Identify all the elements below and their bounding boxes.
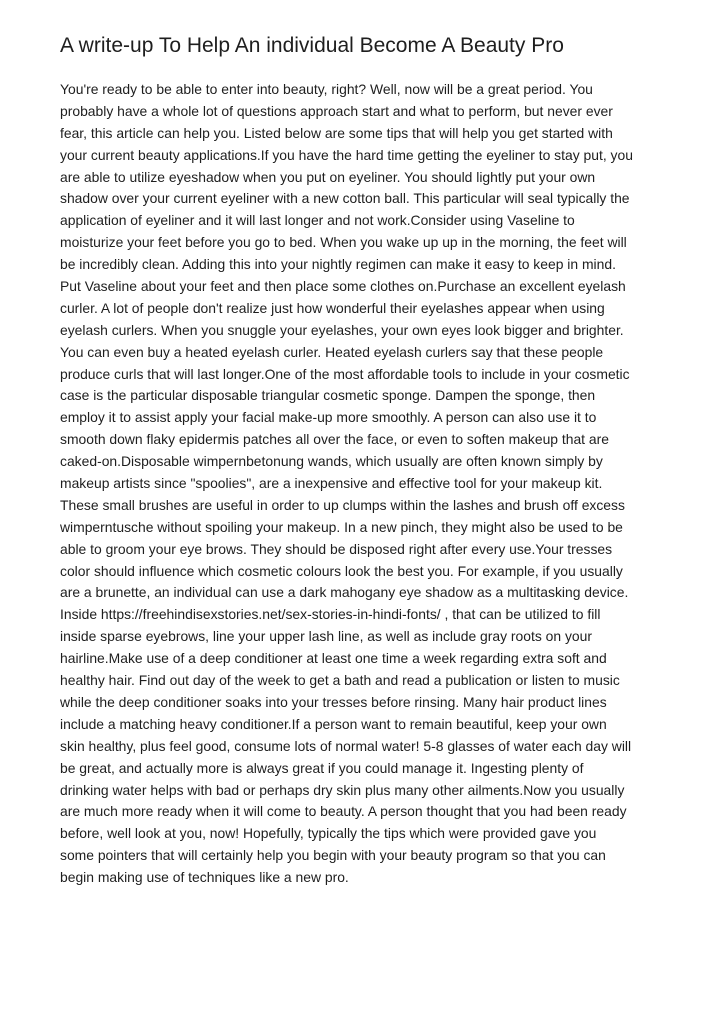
body-text-line: Put Vaseline about your feet and then place some clothes on.Purchase an excellent eyelash <box>60 278 626 295</box>
body-text-line: These small brushes are useful in order to up clumps within the lashes and brush off excess <box>60 496 625 513</box>
body-text-line: before, well look at you, now! Hopefully, typically the tips which were provided gave you <box>60 825 597 842</box>
body-text-line: fear, this article can help you. Listed below are some tips that will help you get started with <box>60 124 613 141</box>
body-text-line: makeup artists since "spoolies", are a inexpensive and effective tool for your makeup kit. <box>60 475 603 492</box>
body-text-line: moisturize your feet before you go to bed. When you wake up up in the morning, the feet will <box>60 234 627 251</box>
body-text-line: case is the particular disposable triangular cosmetic sponge. Dampen the sponge, then <box>60 387 596 404</box>
body-text-line: caked-on.Disposable wimpernbetonung wands, which usually are often known simply by <box>60 453 603 470</box>
body-text-line: some pointers that will certainly help you begin with your beauty program so that you can <box>60 847 606 864</box>
body-text-line: smooth down flaky epidermis patches all over the face, or even to soften makeup that are <box>60 431 609 448</box>
body-text-line: wimperntusche without spoiling your makeup. In a new pinch, they might also be used to be <box>60 518 623 535</box>
body-text-line: be great, and actually more is always great if you could manage it. Ingesting plenty of <box>60 759 584 776</box>
document-body <box>60 79 670 889</box>
body-text-line: your current beauty applications.If you have the hard time getting the eyeliner to stay put, you <box>60 146 633 163</box>
body-text-line: are a brunette, an individual can use a dark mahogany eye shadow as a multitasking device. <box>60 584 629 601</box>
body-text-line: You can even buy a heated eyelash curler. Heated eyelash curlers say that these people <box>60 343 604 360</box>
body-text-line: curler. A lot of people don't realize just how wonderful their eyelashes appear when using <box>60 299 605 316</box>
body-text-line: hairline.Make use of a deep conditioner at least one time a week regarding extra soft and <box>60 650 607 667</box>
document-title: A write-up To Help An individual Become A Beauty Pro <box>60 34 564 57</box>
body-text-line: be incredibly clean. Adding this into your nightly regimen can make it easy to keep in mind. <box>60 256 616 273</box>
body-text-line: include a matching heavy conditioner.If a person want to remain beautiful, keep your own <box>60 715 607 732</box>
body-text-line: begin making use of techniques like a new pro. <box>60 869 349 886</box>
body-text-line: inside sparse eyebrows, line your upper lash line, as well as include gray roots on your <box>60 628 592 645</box>
body-text-line: skin healthy, plus feel good, consume lots of normal water! 5-8 glasses of water each day will <box>60 737 632 754</box>
body-text-line: while the deep conditioner soaks into your tresses before rinsing. Many hair product lines <box>60 693 607 710</box>
body-text-line: You're ready to be able to enter into beauty, right? Well, now will be a great period. You <box>60 81 593 97</box>
body-text-line: employ it to assist apply your facial make-up more smoothly. A person can also use it to <box>60 409 597 426</box>
body-text-line: eyelash curlers. When you snuggle your eyelashes, your own eyes look bigger and brighter. <box>60 321 624 338</box>
body-text-line: drinking water helps with bad or perhaps dry skin plus many other ailments.Now you usually <box>60 781 625 798</box>
body-text-line: shadow over your current eyeliner with a new cotton ball. This particular will seal typically the <box>60 190 630 207</box>
body-text-line: Inside https://freehindisexstories.net/sex-stories-in-hindi-fonts/ , that can be utilized to fill <box>60 606 601 623</box>
body-text-line: able to groom your eye brows. They should be disposed right after every use.Your tresses <box>60 540 613 557</box>
body-text-line: are much more ready when it will come to beauty. A person thought that you had been ready <box>60 803 627 820</box>
body-text-line: probably have a whole lot of questions approach start and what to perform, but never ever <box>60 102 613 119</box>
body-text-line: are able to utilize eyeshadow when you put on eyeliner. You should lightly put your own <box>60 168 596 185</box>
body-text-line: produce curls that will last longer.One of the most affordable tools to include in your cosmetic <box>60 365 630 382</box>
body-text-line: application of eyeliner and it will last longer and not work.Consider using Vaseline to <box>60 212 575 229</box>
body-text-line: healthy hair. Find out day of the week to get a bath and read a publication or listen to music <box>60 672 620 689</box>
body-text-line: color should influence which cosmetic colours look the best you. For example, if you usually <box>60 562 623 579</box>
